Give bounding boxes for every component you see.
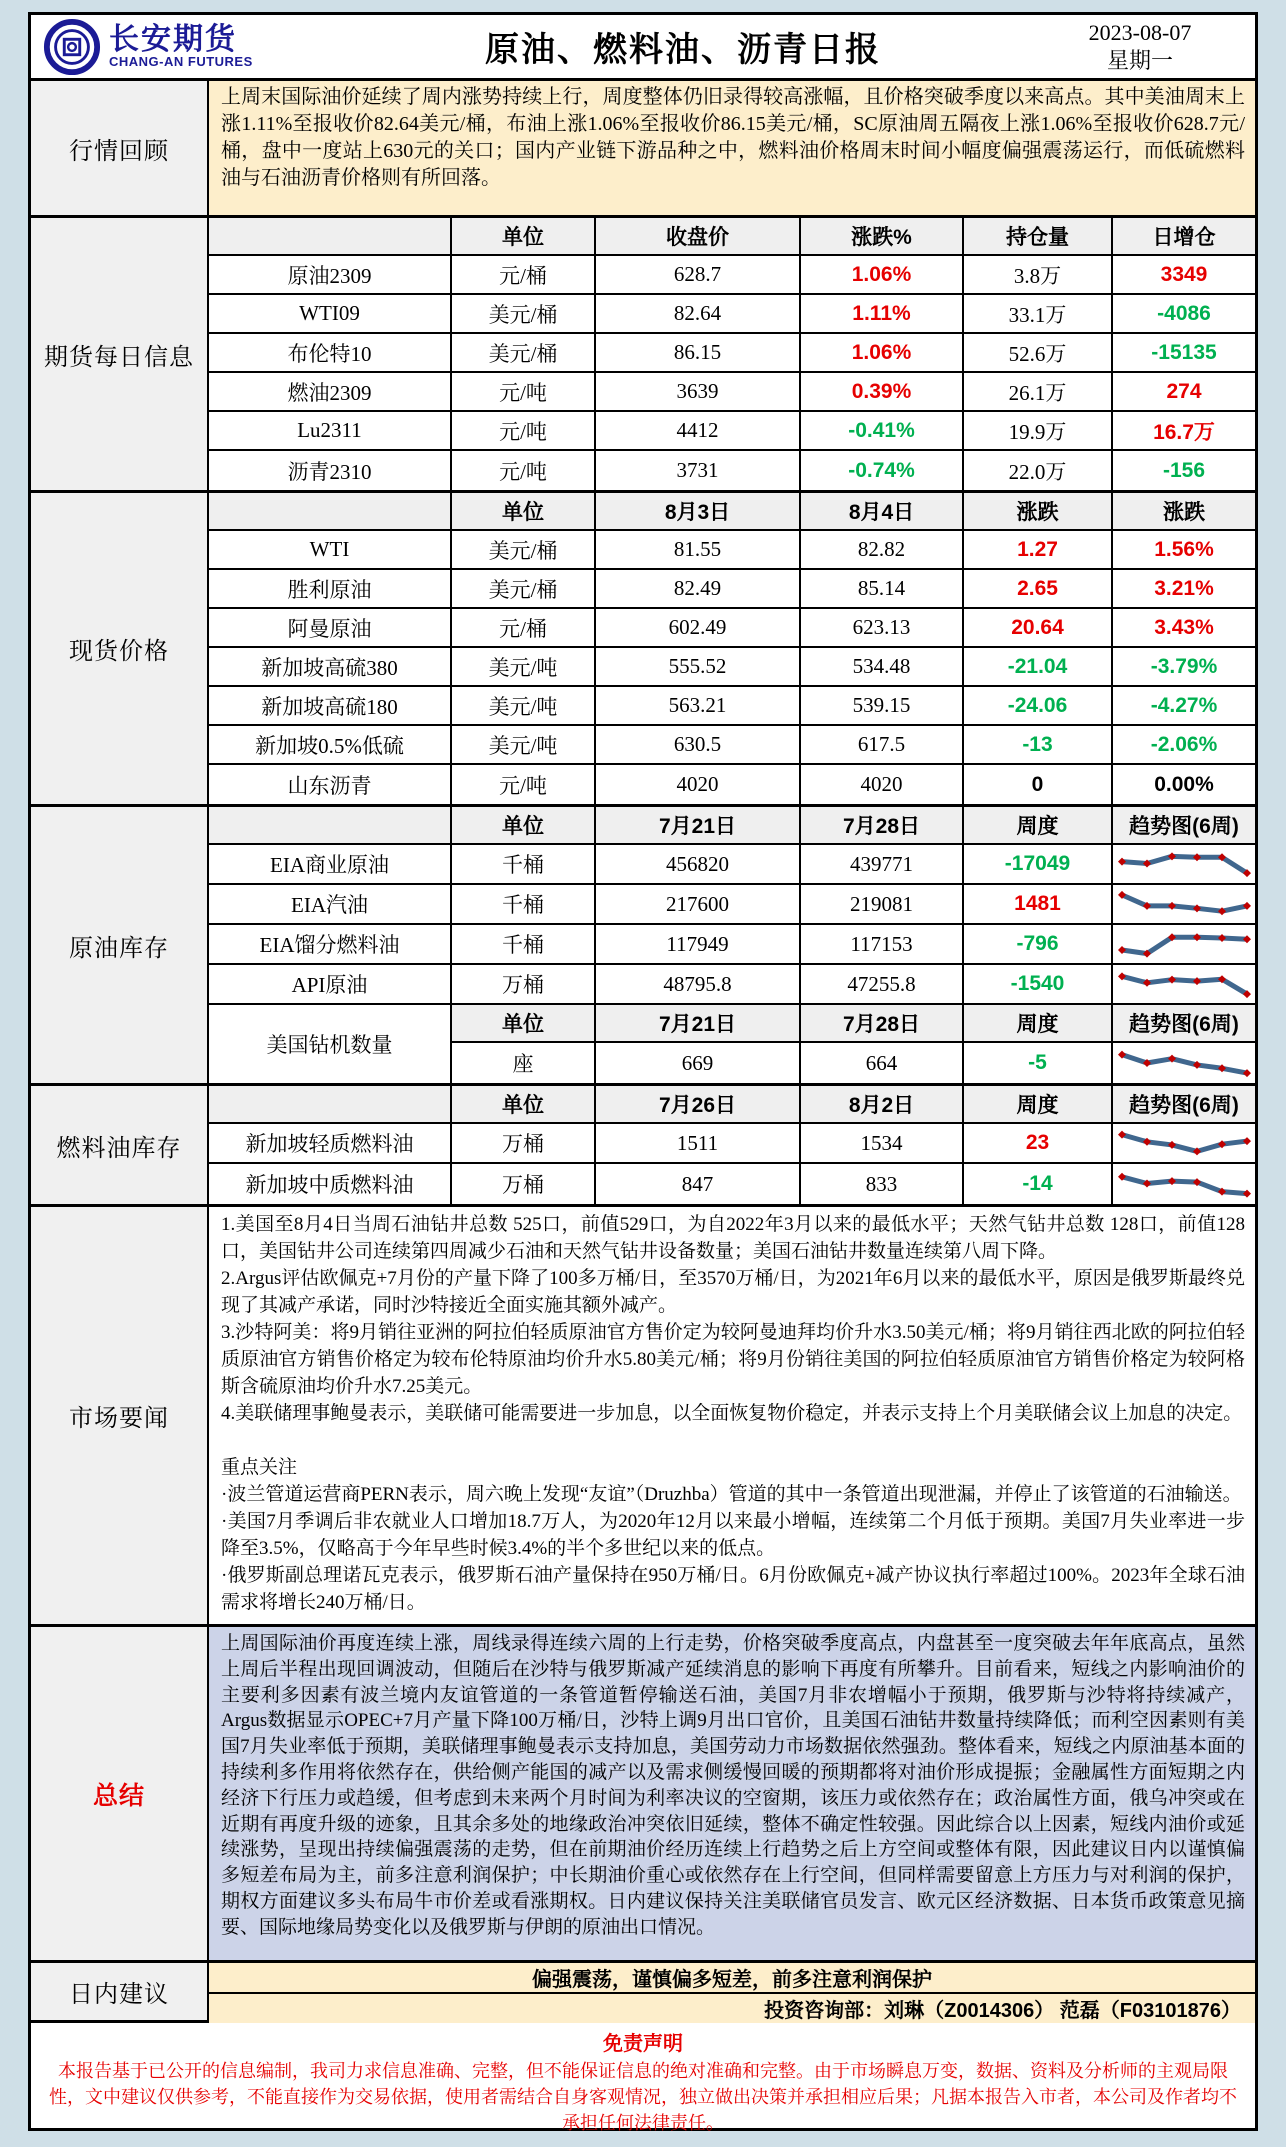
table-cell: 1.56% — [1111, 531, 1255, 568]
table-cell — [1111, 925, 1255, 963]
section-label-spot: 现货价格 — [31, 493, 209, 804]
table-cell: 万桶 — [450, 965, 594, 1003]
table-cell: 单位 — [450, 1005, 594, 1041]
summary-text: 上周国际油价再度连续上涨，周线录得连续六周的上行走势，价格突破季度高点，内盘甚至一度突破去年年底高点，虽然上周后半程出现回调波动，但随后在沙特与俄罗斯减产延续消息的影响下再度有所攀升。目前看来，短线之内影响油价的主要利多因素有波兰境内友谊管道的一条管道暂停输送石油，美国7月非农增幅小于预期，俄罗斯与沙特将持续减产，Argus数据显示OPEC+7月产量下降100万桶/日，沙特上调9月出口官价，且美国石油钻井数量持续降低；而利空因素则有美国7月失业率低于预期，美联储理事鲍曼表示支持加息，美国劳动力市场数据依然强劲。整体看来，短线之内原油基本面的持续利多作用将依然存在，供给侧产能国的减产以及需求侧缓慢回暖的预期都将对油价形成提振；金融属性方面短期之内经济下行压力或趋缓，但考虑到未来两个月时间为利率决议的空窗期，该压力或依然存在；政治属性方面，俄乌冲突或在近期有再度升级的迹象，且其余多处的地缘政治冲突依旧延续，整体不确定性较强。因此综合以上因素，短线内油价或延续涨势，呈现出持续偏强震荡的走势，但在前期油价经历连续上行趋势之后上方空间或整体有限，因此建议日内以谨慎偏多短差布局为主，前多注意利润保护；中长期油价重心或依然存在上行空间，但同样需要留意上方压力与对利润的保护，期权方面建议多头布局牛市价差或看涨期权。日内建议保持关注美联储官员发言、欧元区经济数据、日本货币政策意见摘要、国际地缘局势变化以及俄罗斯与伊朗的原油出口情况。 — [209, 1627, 1255, 1960]
trend-sparkline — [1114, 887, 1254, 921]
table-cell: 602.49 — [594, 609, 799, 646]
table-cell: 7月26日 — [594, 1086, 799, 1122]
table-cell: 元/吨 — [450, 451, 594, 490]
table-cell: WTI — [309, 537, 350, 561]
table-cell: 117153 — [799, 925, 962, 963]
table-cell: 3.8万 — [962, 256, 1111, 293]
table-row — [209, 648, 1255, 687]
table-cell: -21.04 — [962, 648, 1111, 685]
table-cell: 阿曼原油 — [287, 616, 372, 641]
table-cell: 新加坡0.5%低硫 — [255, 733, 404, 758]
table-cell: 座 — [450, 1043, 594, 1083]
table-cell: 日增仓 — [1111, 218, 1255, 254]
table-cell: 8月2日 — [799, 1086, 962, 1122]
table-cell: -796 — [962, 925, 1111, 963]
table-cell: 元/吨 — [450, 373, 594, 410]
table-row — [209, 885, 1255, 925]
table-row — [209, 412, 1255, 451]
table-cell — [1111, 1043, 1255, 1083]
table-cell: 1.06% — [799, 256, 962, 293]
report-title: 原油、燃料油、沥青日报 — [485, 31, 881, 69]
table-cell — [1111, 845, 1255, 883]
crude-inventory-table — [209, 807, 1255, 1083]
table-cell: 涨跌 — [962, 493, 1111, 529]
table-cell: 563.21 — [594, 687, 799, 724]
table-cell: 26.1万 — [962, 373, 1111, 410]
section-market-news — [31, 1204, 1255, 1624]
table-cell: 4412 — [594, 412, 799, 449]
table-header-row — [209, 1086, 1255, 1124]
table-row — [209, 570, 1255, 609]
table-cell — [1111, 1164, 1255, 1204]
table-cell: -156 — [1111, 451, 1255, 490]
spot-table — [209, 493, 1255, 804]
trend-sparkline — [1114, 1046, 1254, 1080]
table-cell: 万桶 — [450, 1164, 594, 1204]
table-cell: -4.27% — [1111, 687, 1255, 724]
rig-count-block — [209, 1005, 1255, 1083]
table-cell: 趋势图(6周) — [1111, 807, 1255, 843]
table-cell: 7月21日 — [594, 1005, 799, 1041]
section-summary — [31, 1624, 1255, 1960]
table-cell: 539.15 — [799, 687, 962, 724]
table-cell: 3.43% — [1111, 609, 1255, 646]
table-cell: 原油2309 — [287, 263, 372, 288]
table-cell: 元/桶 — [450, 256, 594, 293]
table-cell: 628.7 — [594, 256, 799, 293]
table-cell: 新加坡高硫180 — [261, 694, 398, 719]
focus-item: ·波兰管道运营商PERN表示，周六晚上发现“友谊”（Druzhba）管道的其中一条管道出现泄漏，并停止了该管道的石油输送。 — [221, 1484, 1242, 1505]
table-cell: 元/吨 — [450, 765, 594, 804]
table-cell: 单位 — [450, 807, 594, 843]
table-cell: 燃油2309 — [287, 380, 372, 405]
company-name-cn: 长安期货 — [109, 23, 237, 56]
table-cell — [1111, 885, 1255, 923]
table-header-row — [209, 807, 1255, 845]
table-cell: 4020 — [594, 765, 799, 804]
trend-sparkline — [1114, 847, 1254, 881]
report-date — [1035, 19, 1255, 74]
table-cell: 1.11% — [799, 295, 962, 332]
report-header — [31, 15, 1255, 78]
section-disclaimer — [31, 2020, 1255, 2133]
table-cell: -0.41% — [799, 412, 962, 449]
table-cell: 沥青2310 — [287, 459, 372, 484]
table-cell: -24.06 — [962, 687, 1111, 724]
table-cell: -0.74% — [799, 451, 962, 490]
table-cell: 1534 — [799, 1124, 962, 1162]
table-cell: 217600 — [594, 885, 799, 923]
table-cell: 617.5 — [799, 726, 962, 763]
table-row — [209, 687, 1255, 726]
section-label-fuel-inventory: 燃料油库存 — [31, 1086, 209, 1204]
news-paragraph: 4.美联储理事鲍曼表示，美联储可能需要进一步加息，以全面恢复物价稳定，并表示支持上个月美联储会议上加息的决定。 — [221, 1403, 1243, 1424]
table-cell — [209, 1086, 450, 1122]
table-row — [209, 256, 1255, 295]
table-cell: 1.06% — [799, 334, 962, 371]
table-cell: -17049 — [962, 845, 1111, 883]
table-cell: 8月3日 — [594, 493, 799, 529]
company-logo — [31, 18, 331, 76]
table-cell: 趋势图(6周) — [1111, 1086, 1255, 1122]
table-cell — [209, 218, 450, 254]
table-cell: 周度 — [962, 1005, 1111, 1041]
trend-sparkline — [1114, 967, 1254, 1001]
trend-sparkline — [1114, 1126, 1254, 1160]
table-cell: 1511 — [594, 1124, 799, 1162]
table-cell: 833 — [799, 1164, 962, 1204]
table-row — [209, 925, 1255, 965]
table-row — [209, 1124, 1255, 1164]
table-cell: 7月21日 — [594, 807, 799, 843]
table-cell: 万桶 — [450, 1124, 594, 1162]
section-futures-daily — [31, 215, 1255, 490]
table-row — [209, 845, 1255, 885]
table-cell: 20.64 — [962, 609, 1111, 646]
company-name-en: CHANG-AN FUTURES — [109, 54, 253, 69]
table-cell: 664 — [799, 1043, 962, 1083]
table-cell: 元/吨 — [450, 412, 594, 449]
table-cell: 23 — [962, 1124, 1111, 1162]
table-cell: 山东沥青 — [287, 773, 372, 798]
table-cell: 1481 — [962, 885, 1111, 923]
table-cell: 1.27 — [962, 531, 1111, 568]
table-cell: 52.6万 — [962, 334, 1111, 371]
table-cell: 0.39% — [799, 373, 962, 410]
table-cell: 86.15 — [594, 334, 799, 371]
table-cell — [209, 807, 450, 843]
table-row — [209, 295, 1255, 334]
table-cell: 涨跌% — [799, 218, 962, 254]
company-logo-icon — [43, 18, 101, 76]
table-header-row — [209, 493, 1255, 531]
table-cell: 元/桶 — [450, 609, 594, 646]
table-row — [209, 609, 1255, 648]
table-cell: -14 — [962, 1164, 1111, 1204]
table-cell: 持仓量 — [962, 218, 1111, 254]
table-header-row — [209, 218, 1255, 256]
table-cell: 3731 — [594, 451, 799, 490]
table-cell: 4020 — [799, 765, 962, 804]
table-cell: WTI09 — [299, 301, 360, 325]
table-cell: 669 — [594, 1043, 799, 1083]
market-news-text — [209, 1207, 1255, 1624]
table-cell: 847 — [594, 1164, 799, 1204]
table-cell: -5 — [962, 1043, 1111, 1083]
futures-table — [209, 218, 1255, 490]
table-cell: Lu2311 — [297, 418, 362, 442]
table-cell — [209, 493, 450, 529]
fuel-inventory-table — [209, 1086, 1255, 1204]
table-cell: 7月28日 — [799, 1005, 962, 1041]
table-cell: -1540 — [962, 965, 1111, 1003]
trend-sparkline — [1114, 927, 1254, 961]
news-paragraph: 3.沙特阿美：将9月销往亚洲的阿拉伯轻质原油官方售价定为较阿曼迪拜均价升水3.50美元/桶；将9月销往西北欧的阿拉伯轻质原油官方销售价格定为较布伦特原油均价升水5.80美元/桶；将9月份销往美国的阿拉伯轻质原油官方销售价格定为较阿格斯含硫原油均价升水7.25美元。 — [221, 1322, 1245, 1397]
table-cell: -2.06% — [1111, 726, 1255, 763]
table-row — [209, 1164, 1255, 1204]
table-cell: -13 — [962, 726, 1111, 763]
news-paragraph: 1.美国至8月4日当周石油钻井总数 525口，前值529口，为自2022年3月以来的最低水平；天然气钻井总数 128口，前值128口，美国钻井公司连续第四周减少石油和天然气钻井设备数量；美国石油钻井数量连续第八周下降。 — [221, 1214, 1245, 1262]
report-date-value: 2023-08-07 — [1088, 20, 1192, 45]
table-cell: 82.64 — [594, 295, 799, 332]
table-cell: 82.49 — [594, 570, 799, 607]
section-label-news: 市场要闻 — [31, 1207, 209, 1624]
table-cell: 新加坡轻质燃料油 — [245, 1132, 414, 1156]
table-cell: 美元/桶 — [450, 570, 594, 607]
company-name — [109, 25, 253, 68]
section-label-crude-inventory: 原油库存 — [31, 807, 209, 1083]
table-cell: 收盘价 — [594, 218, 799, 254]
table-cell: 新加坡高硫380 — [261, 655, 398, 680]
rig-count-name: 美国钻机数量 — [266, 1033, 393, 1057]
disclaimer-text: 本报告基于已公开的信息编制，我司力求信息准确、完整，但不能保证信息的绝对准确和完整。由于市场瞬息万变，数据、资料及分析师的主观局限性，文中建议仅供参考，不能直接作为交易依据，使用者需结合自身客观情况，独立做出决策并承担相应后果；凡据本报告入市者，本公司及作者均不承担任何法律责任。 — [49, 2061, 1237, 2133]
table-cell: 胜利原油 — [287, 577, 372, 602]
table-cell: 82.82 — [799, 531, 962, 568]
table-row — [209, 451, 1255, 490]
table-cell: 美元/吨 — [450, 648, 594, 685]
table-cell: 47255.8 — [799, 965, 962, 1003]
table-cell: 7月28日 — [799, 807, 962, 843]
table-cell: EIA馏分燃料油 — [259, 933, 400, 957]
table-cell: 2.65 — [962, 570, 1111, 607]
table-cell — [1111, 1124, 1255, 1162]
table-cell: -4086 — [1111, 295, 1255, 332]
table-cell: 16.7万 — [1111, 412, 1255, 449]
table-cell: 81.55 — [594, 531, 799, 568]
table-row — [209, 965, 1255, 1005]
table-cell: 274 — [1111, 373, 1255, 410]
table-cell: 新加坡中质燃料油 — [245, 1173, 414, 1197]
table-cell: 48795.8 — [594, 965, 799, 1003]
table-row — [209, 531, 1255, 570]
table-cell: API原油 — [291, 973, 368, 997]
table-cell: 3.21% — [1111, 570, 1255, 607]
section-crude-inventory — [31, 804, 1255, 1083]
table-cell: 周度 — [962, 1086, 1111, 1122]
market-review-text: 上周末国际油价延续了周内涨势持续上行，周度整体仍旧录得较高涨幅，且价格突破季度以来高点。其中美油周末上涨1.11%至报收价82.64美元/桶，布油上涨1.06%至报收价86.15美元/桶，SC原油周五隔夜上涨1.06%至报收价628.7元/桶，盘中一度站上630元的关口；国内产业链下游品种之中，燃料油价格周末时间小幅度偏强震荡运行，而低硫燃料油与石油沥青价格则有所回落。 — [209, 81, 1255, 215]
table-cell: 8月4日 — [799, 493, 962, 529]
table-cell: 周度 — [962, 807, 1111, 843]
report-weekday: 星期一 — [1106, 47, 1173, 73]
table-cell — [1111, 965, 1255, 1003]
section-label-futures: 期货每日信息 — [31, 218, 209, 490]
table-row — [209, 726, 1255, 765]
table-cell: 0 — [962, 765, 1111, 804]
table-cell: EIA商业原油 — [270, 853, 389, 877]
table-cell: 美元/吨 — [450, 726, 594, 763]
advice-line: 偏强震荡，谨慎偏多短差，前多注意利润保护 — [209, 1963, 1255, 1992]
table-cell: 美元/桶 — [450, 295, 594, 332]
table-cell: 单位 — [450, 493, 594, 529]
table-cell: 623.13 — [799, 609, 962, 646]
table-cell: 630.5 — [594, 726, 799, 763]
table-row — [209, 373, 1255, 412]
table-cell: 布伦特10 — [287, 341, 372, 366]
section-fuel-inventory — [31, 1083, 1255, 1204]
table-cell: 涨跌 — [1111, 493, 1255, 529]
news-paragraph: 2.Argus评估欧佩克+7月份的产量下降了100多万桶/日，至3570万桶/日，为2021年6月以来的最低水平，原因是俄罗斯最终兑现了其减产承诺，同时沙特接近全面实施其额外减产。 — [221, 1268, 1245, 1316]
table-cell: 千桶 — [450, 885, 594, 923]
table-cell: -15135 — [1111, 334, 1255, 371]
section-intraday-advice — [31, 1960, 1255, 2020]
table-cell: 117949 — [594, 925, 799, 963]
focus-item: ·俄罗斯副总理诺瓦克表示，俄罗斯石油产量保持在950万桶/日。6月份欧佩克+减产协议执行率超过100%。2023年全球石油需求将增长240万桶/日。 — [221, 1565, 1245, 1613]
table-cell: 19.9万 — [962, 412, 1111, 449]
table-cell: 219081 — [799, 885, 962, 923]
table-cell: 33.1万 — [962, 295, 1111, 332]
table-row — [209, 765, 1255, 804]
table-cell: 美元/桶 — [450, 334, 594, 371]
table-cell: 趋势图(6周) — [1111, 1005, 1255, 1041]
table-cell: 美元/吨 — [450, 687, 594, 724]
table-header-row — [450, 1005, 1255, 1043]
table-cell: 22.0万 — [962, 451, 1111, 490]
table-cell: EIA汽油 — [291, 893, 368, 917]
table-row — [450, 1043, 1255, 1083]
trend-sparkline — [1114, 1167, 1254, 1201]
table-cell: 3349 — [1111, 256, 1255, 293]
table-cell: 456820 — [594, 845, 799, 883]
disclaimer-title: 免责声明 — [603, 2033, 683, 2055]
focus-title: 重点关注 — [221, 1457, 298, 1478]
table-cell: 534.48 — [799, 648, 962, 685]
section-label-review: 行情回顾 — [31, 81, 209, 215]
section-label-summary: 总结 — [31, 1627, 209, 1960]
table-cell: 千桶 — [450, 925, 594, 963]
table-cell: 555.52 — [594, 648, 799, 685]
section-spot-prices — [31, 490, 1255, 804]
table-cell: 85.14 — [799, 570, 962, 607]
table-cell: 0.00% — [1111, 765, 1255, 804]
advice-consultants: 投资咨询部：刘琳（Z0014306） 范磊（F03101876） — [209, 1992, 1255, 2023]
focus-item: ·美国7月季调后非农就业人口增加18.7万人，为2020年12月以来最小增幅，连续第二个月低于预期。美国7月失业率进一步降至3.5%，仅略高于今年早些时候3.4%的半个多世纪以来的低点。 — [221, 1511, 1245, 1559]
table-row — [209, 334, 1255, 373]
table-cell: 千桶 — [450, 845, 594, 883]
daily-report — [28, 12, 1258, 2131]
spacer — [221, 1427, 1245, 1454]
table-cell: 439771 — [799, 845, 962, 883]
table-cell: 单位 — [450, 218, 594, 254]
table-cell: -3.79% — [1111, 648, 1255, 685]
section-label-advice: 日内建议 — [31, 1963, 209, 2020]
table-cell: 单位 — [450, 1086, 594, 1122]
table-cell: 美元/桶 — [450, 531, 594, 568]
table-cell: 3639 — [594, 373, 799, 410]
section-market-review — [31, 78, 1255, 215]
